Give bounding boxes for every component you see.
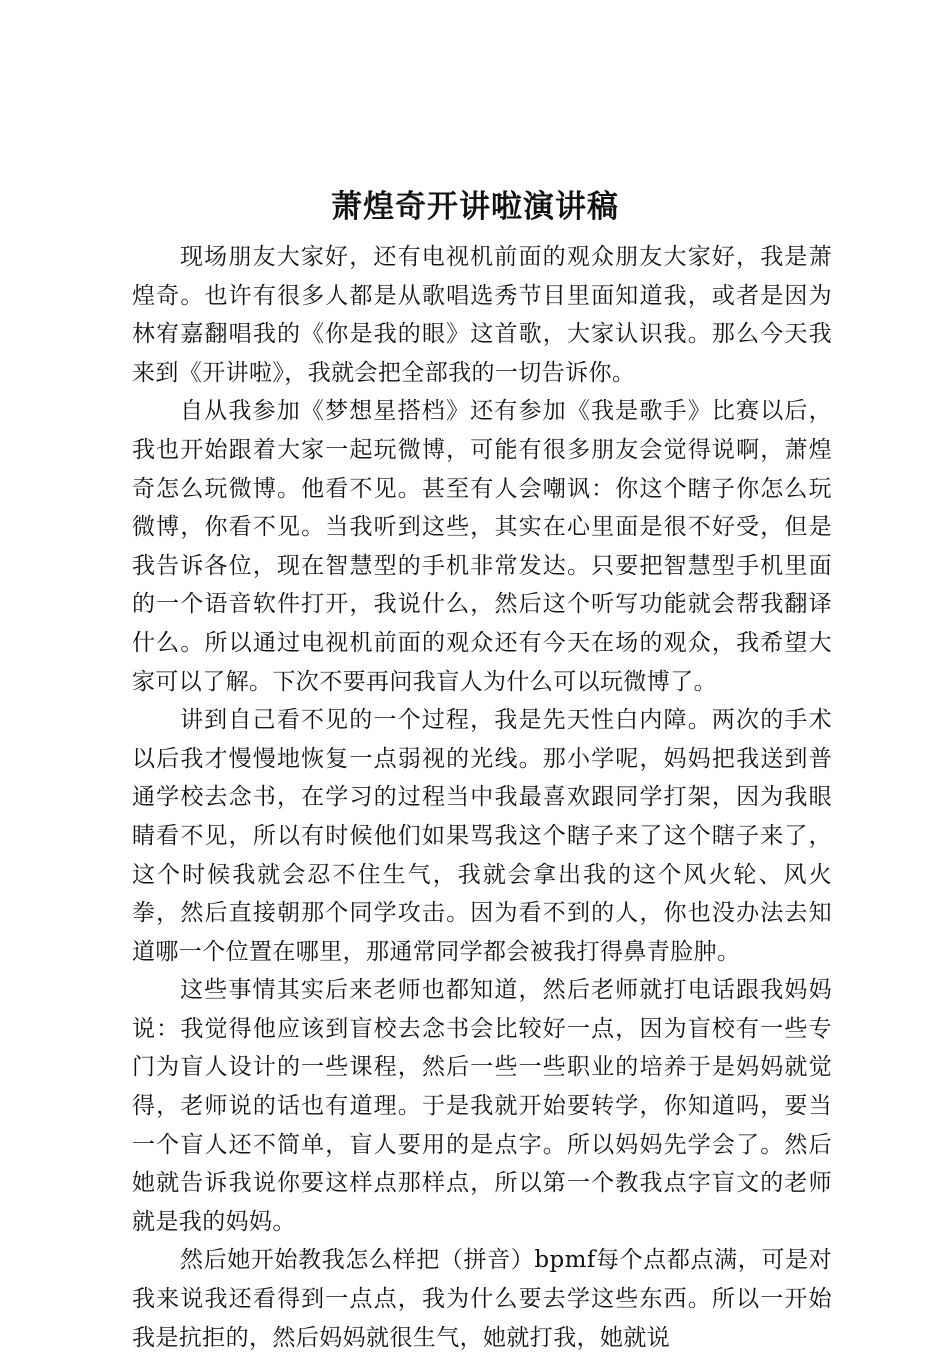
document-body (132, 238, 832, 1357)
paragraph-2: 自从我参加《梦想星搭档》还有参加《我是歌手》比赛以后，我也开始跟着大家一起玩微博，可能有很多朋友会觉得说啊，萧煌奇怎么玩微博。他看不见。甚至有人会嘲讽：你这个瞎子你怎么玩微博，你看不见。当我听到这些，其实在心里面是很不好受，但是我告诉各位，现在智慧型的手机非常发达。只要把智慧型手机里面的一个语音软件打开，我说什么，然后这个听写功能就会帮我翻译什么。所以通过电视机前面的观众还有今天在场的观众，我希望大家可以了解。下次不要再问我盲人为什么可以玩微博了。 (132, 398, 832, 695)
paragraph-5: 然后她开始教我怎么样把（拼音）bpmf每个点都点满，可是对我来说我还看得到一点点，我为什么要去学这些东西。所以一开始我是抗拒的，然后妈妈就很生气，她就打我，她就说 (132, 1247, 832, 1351)
paragraph-1: 现场朋友大家好，还有电视机前面的观众朋友大家好，我是萧煌奇。也许有很多人都是从歌唱选秀节目里面知道我，或者是因为林宥嘉翻唱我的《你是我的眼》这首歌，大家认识我。那么今天我来到《开讲啦》，我就会把全部我的一切告诉你。 (132, 244, 832, 386)
document-title: 萧煌奇开讲啦演讲稿 (331, 189, 619, 225)
paragraph-3: 讲到自己看不见的一个过程，我是先天性白内障。两次的手术以后我才慢慢地恢复一点弱视的光线。那小学呢，妈妈把我送到普通学校去念书，在学习的过程当中我最喜欢跟同学打架，因为我眼睛看不见，所以有时候他们如果骂我这个瞎子来了这个瞎子来了，这个时候我就会忍不住生气，我就会拿出我的这个风火轮、风火拳，然后直接朝那个同学攻击。因为看不到的人，你也没办法去知道哪一个位置在哪里，那通常同学都会被我打得鼻青脸肿。 (132, 707, 832, 965)
paragraph-4: 这些事情其实后来老师也都知道，然后老师就打电话跟我妈妈说：我觉得他应该到盲校去念书会比较好一点，因为盲校有一些专门为盲人设计的一些课程，然后一些一些职业的培养于是妈妈就觉得，老师说的话也有道理。于是我就开始要转学，你知道吗，要当一个盲人还不简单，盲人要用的是点字。所以妈妈先学会了。然后她就告诉我说你要这样点那样点，所以第一个教我点字盲文的老师就是我的妈妈。 (132, 977, 832, 1235)
